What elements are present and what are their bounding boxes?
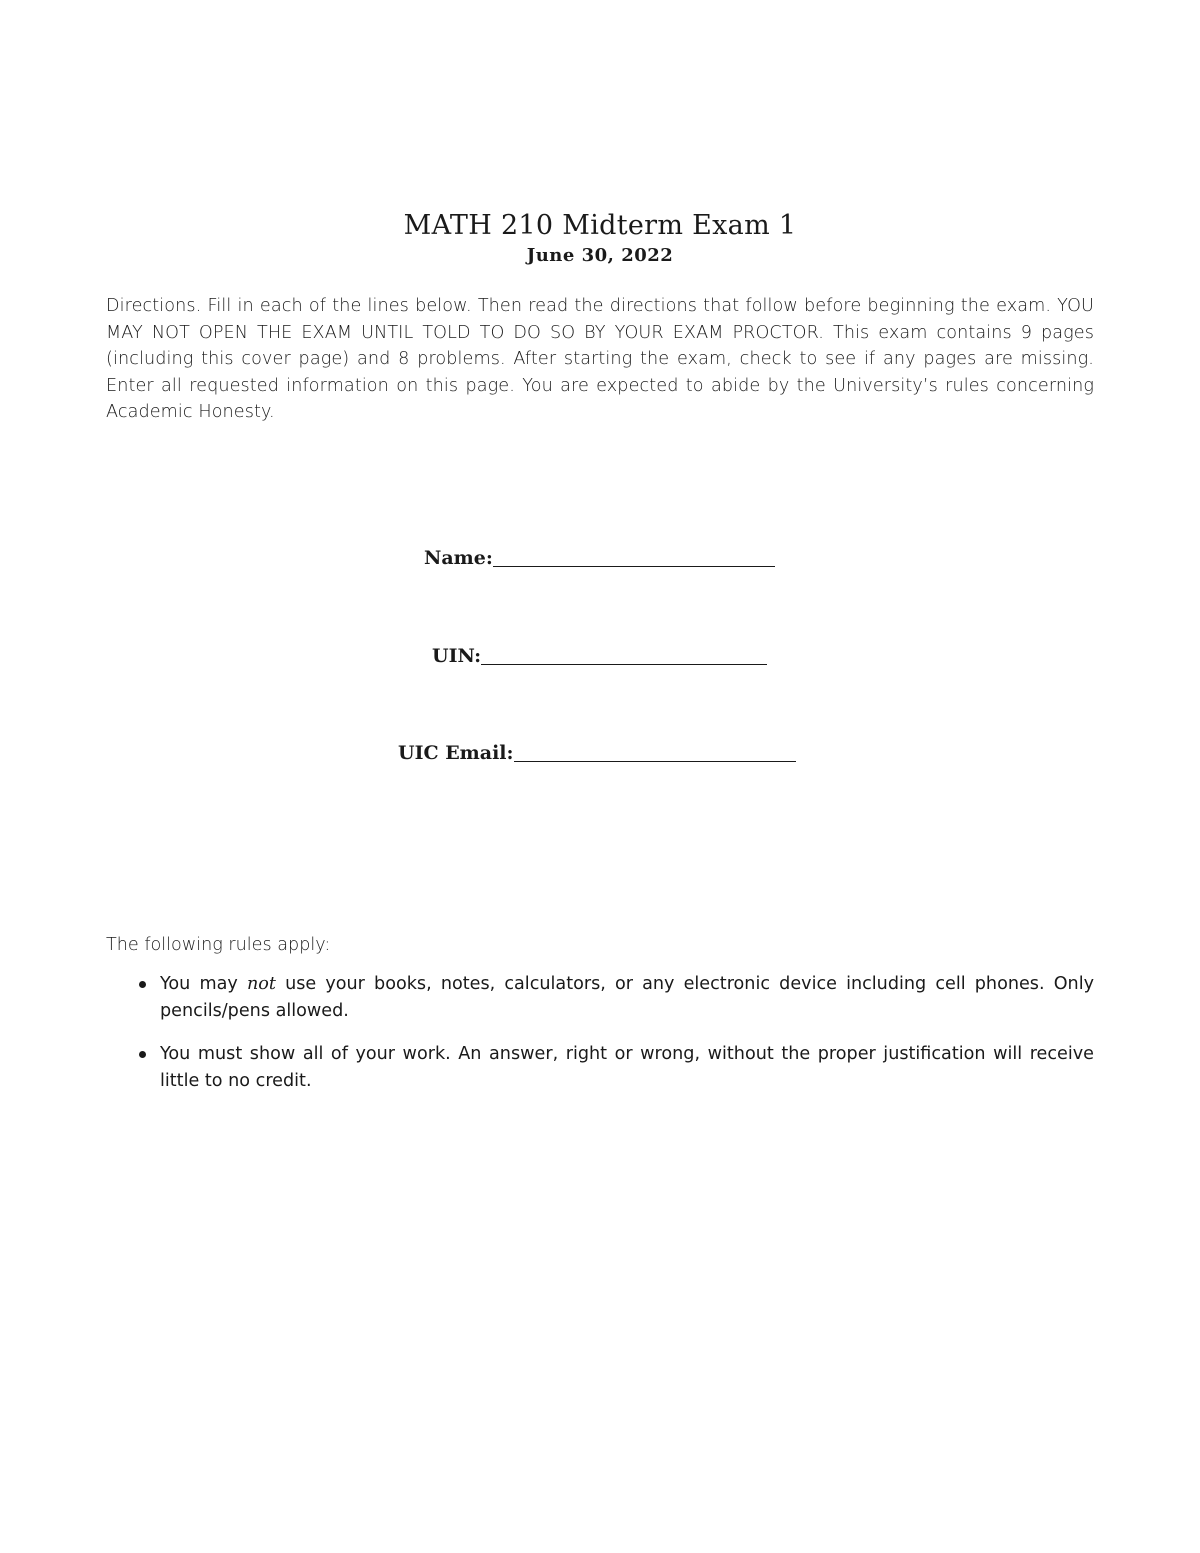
directions-paragraph: Directions. Fill in each of the lines below. Then read the directions that follow before beginning the exam. YOU MAY NOT OPEN THE EXAM UNTIL TOLD TO DO SO BY YOUR EXAM PROCTOR. This exam contains 9 pages (including this cover page) and 8 problems. After starting the exam, check to see if any pages are missing. Enter all requested information on this page. You are expected to abide by the University’s rules concerning Academic Honesty. (106, 296, 1094, 422)
rule-item (106, 971, 1094, 1025)
name-label: Name: (424, 547, 493, 569)
rules-list (106, 971, 1094, 1111)
uin-field (432, 644, 767, 668)
exam-date: June 30, 2022 (526, 245, 674, 266)
email-blank-line (514, 741, 796, 762)
name-blank-line (493, 546, 775, 567)
email-label: UIC Email: (398, 742, 514, 764)
uin-label: UIN: (432, 645, 482, 667)
rules-intro: The following rules apply: (106, 935, 331, 955)
bullet-icon (139, 1051, 146, 1058)
rule1-emphasis: not (246, 974, 276, 994)
rule2-text: You must show all of your work. An answer, right or wrong, without the proper justification will receive little to no credit. (160, 1044, 1094, 1091)
uin-blank-line (481, 644, 767, 665)
rule1-text-after: use your books, notes, calculators, or any electronic device including cell phones. Only pencils/pens allowed. (160, 974, 1095, 1021)
rule1-text-before: You may (160, 974, 247, 994)
rule-item (106, 1041, 1094, 1095)
name-field (424, 546, 775, 570)
exam-title: MATH 210 Midterm Exam 1 (403, 210, 797, 241)
email-field (398, 741, 796, 765)
bullet-icon (139, 981, 146, 988)
